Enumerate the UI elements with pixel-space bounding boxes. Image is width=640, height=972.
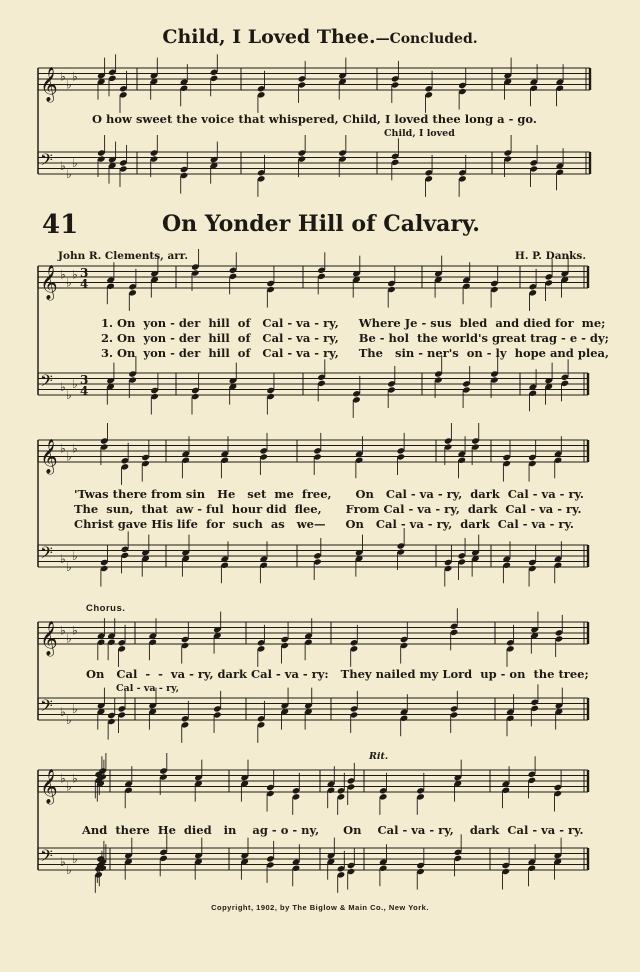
flat-sign: ♭	[66, 275, 72, 290]
flat-sign: ♭	[66, 779, 72, 794]
flat-sign: ♭	[72, 377, 78, 391]
flat-sign: ♭	[60, 623, 66, 638]
previous-hymn-title-main: Child, I Loved Thee.	[162, 26, 376, 48]
verse1-line2: 'Twas there from sin He set me free, On Cal - va - ry, dark Cal - va - ry.	[74, 487, 584, 501]
flat-sign: ♭	[72, 771, 78, 786]
flat-sign: ♭	[72, 156, 78, 170]
flat-sign: ♭	[72, 852, 78, 866]
verse2-line1: 2. On yon - der hill of Cal - va - ry, Be - hol the world's great trag - e - dy;	[101, 331, 609, 345]
verse3-line2: Christ gave His life for such as we— On Cal - va - ry, dark Cal - va - ry.	[74, 517, 574, 531]
bass-clef: 𝄢	[40, 149, 53, 174]
previous-hymn-bass-lyric: Child, I loved	[384, 128, 455, 139]
flat-sign: ♭	[60, 441, 66, 456]
flat-sign: ♭	[66, 863, 72, 877]
flat-sign: ♭	[72, 267, 78, 282]
flat-sign: ♭	[60, 771, 66, 786]
copyright-notice: Copyright, 1902, by The Biglow & Main Co., New York.	[211, 903, 429, 912]
time-signature-bottom: 4	[80, 277, 89, 291]
chorus-bass-echo: Cal - va - ry,	[116, 683, 180, 694]
final-lyric: And there He died in ag - o - ny, On Cal - va - ry, dark Cal - va - ry.	[82, 823, 584, 837]
words-credit: John R. Clements, arr.	[58, 250, 189, 262]
previous-hymn-lyric: O how sweet the voice that whispered, Child, I loved thee long a - go.	[92, 112, 537, 126]
flat-sign: ♭	[72, 702, 78, 716]
verse1-line1: 1. On yon - der hill of Cal - va - ry, Where Je - sus bled and died for me;	[101, 316, 606, 330]
treble-clef: 𝄞	[40, 769, 58, 804]
flat-sign: ♭	[66, 713, 72, 727]
flat-sign: ♭	[66, 388, 72, 402]
flat-sign: ♭	[60, 551, 66, 566]
previous-hymn-title-suffix: —Concluded.	[375, 31, 478, 47]
flat-sign: ♭	[72, 549, 78, 563]
rit-marking: Rit.	[369, 751, 389, 762]
flat-sign: ♭	[66, 167, 72, 181]
hymn-number: 41	[42, 210, 79, 240]
bass-clef: 𝄢	[40, 542, 53, 567]
treble-clef: 𝄞	[40, 621, 58, 656]
treble-clef: 𝄞	[40, 265, 58, 300]
flat-sign: ♭	[60, 158, 66, 173]
flat-sign: ♭	[66, 631, 72, 646]
hymn-title: On Yonder Hill of Calvary.	[162, 211, 480, 237]
time-signature-bottom: 4	[80, 384, 89, 398]
music-credit: H. P. Danks.	[514, 250, 586, 262]
bass-clef: 𝄢	[40, 695, 53, 720]
treble-clef: 𝄞	[40, 67, 58, 102]
time-signature-top: 3	[80, 266, 89, 280]
flat-sign: ♭	[66, 77, 72, 92]
flat-sign: ♭	[72, 623, 78, 638]
flat-sign: ♭	[60, 854, 66, 869]
flat-sign: ♭	[66, 449, 72, 464]
flat-sign: ♭	[66, 560, 72, 574]
verse2-line2: The sun, that aw - ful hour did flee, From Cal - va - ry, dark Cal - va - ry.	[74, 502, 582, 516]
flat-sign: ♭	[60, 69, 66, 84]
time-signature-top: 3	[80, 373, 89, 387]
flat-sign: ♭	[72, 69, 78, 84]
chorus-lyric: On Cal - - va - ry, dark Cal - va - ry: They nailed my Lord up - on the tree;	[86, 667, 589, 681]
flat-sign: ♭	[60, 267, 66, 282]
verse3-line1: 3. On yon - der hill of Cal - va - ry, The sin - ner's on - ly hope and plea,	[101, 346, 610, 360]
bass-clef: 𝄢	[40, 845, 53, 870]
chorus-label: Chorus.	[86, 603, 126, 614]
treble-clef: 𝄞	[40, 439, 58, 474]
bass-clef: 𝄢	[40, 370, 53, 395]
flat-sign: ♭	[60, 704, 66, 719]
flat-sign: ♭	[60, 379, 66, 394]
flat-sign: ♭	[72, 441, 78, 456]
